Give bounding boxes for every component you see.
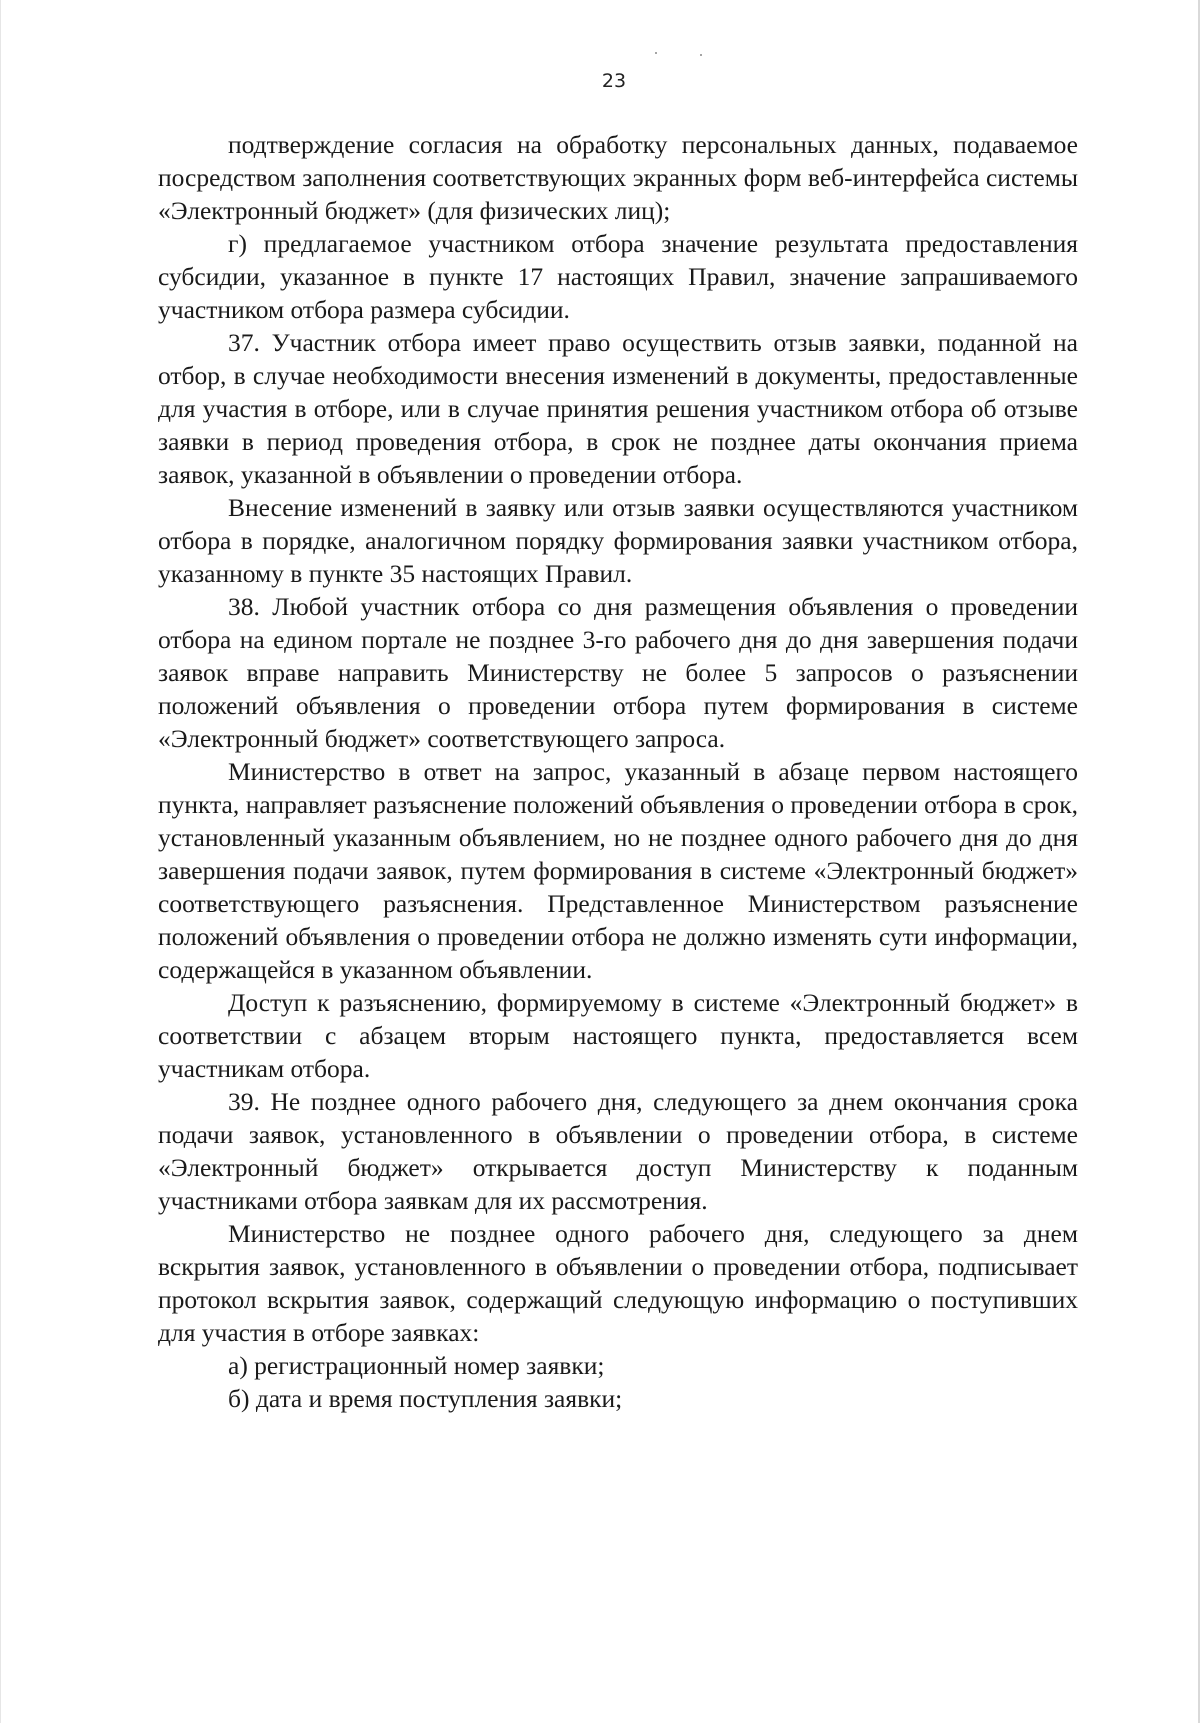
body-text — [158, 128, 1078, 1415]
paragraph-37-changes: Внесение изменений в заявку или отзыв заявки осуществляются участником отбора в порядке, аналогичном порядку формирования заявки участником отбора, указанному в пункте 35 настоящих Правил. — [158, 493, 1078, 588]
paragraph-39-protocol: Министерство не позднее одного рабочего дня, следующего за днем вскрытия заявок, установленного в объявлении о проведении отбора, подписывает протокол вскрытия заявок, содержащий следующую информацию о поступивших для участия в отборе заявках: — [158, 1219, 1078, 1347]
scan-speck — [700, 54, 702, 56]
paragraph-personal-data-consent: подтверждение согласия на обработку персональных данных, подаваемое посредством заполнения соответствующих экранных форм веб-интерфейса системы «Электронный бюджет» (для физических лиц); — [158, 130, 1078, 225]
paragraph-39: 39. Не позднее одного рабочего дня, следующего за днем окончания срока подачи заявок, установленного в объявлении о проведении отбора, в системе «Электронный бюджет» открывается доступ Министерству к поданным участниками отбора заявкам для их рассмотрения. — [158, 1087, 1078, 1215]
paragraph-37: 37. Участник отбора имеет право осуществить отзыв заявки, поданной на отбор, в случае необходимости внесения изменений в документы, предоставленные для участия в отборе, или в случае принятия решения участником отбора об отзыве заявки в период проведения отбора, в срок не позднее даты окончания приема заявок, указанной в объявлении о проведении отбора. — [158, 328, 1078, 489]
scan-speck — [655, 52, 657, 54]
page-number: 23 — [601, 70, 627, 92]
list-item-b: б) дата и время поступления заявки; — [228, 1384, 623, 1413]
paragraph-item-g: г) предлагаемое участником отбора значение результата предоставления субсидии, указанное в пункте 17 настоящих Правил, значение запрашиваемого участником отбора размера субсидии. — [158, 229, 1078, 324]
scan-edge-left — [0, 0, 1, 1723]
list-item-a: а) регистрационный номер заявки; — [228, 1351, 605, 1380]
paragraph-38-access: Доступ к разъяснению, формируемому в системе «Электронный бюджет» в соответствии с абзацем вторым настоящего пункта, предоставляется всем участникам отбора. — [158, 988, 1078, 1083]
paragraph-38: 38. Любой участник отбора со дня размещения объявления о проведении отбора на едином портале не позднее 3-го рабочего дня до дня завершения подачи заявок вправе направить Министерству не более 5 запросов о разъяснении положений объявления о проведении отбора путем формирования в системе «Электронный бюджет» соответствующего запроса. — [158, 592, 1078, 753]
paragraph-38-ministry-reply: Министерство в ответ на запрос, указанный в абзаце первом настоящего пункта, направляет разъяснение положений объявления о проведении отбора в срок, установленный указанным объявлением, но не позднее одного рабочего дня до дня завершения подачи заявок, путем формирования в системе «Электронный бюджет» соответствующего разъяснения. Представленное Министерством разъяснение положений объявления о проведении отбора не должно изменять сути информации, содержащейся в указанном объявлении. — [158, 757, 1078, 984]
